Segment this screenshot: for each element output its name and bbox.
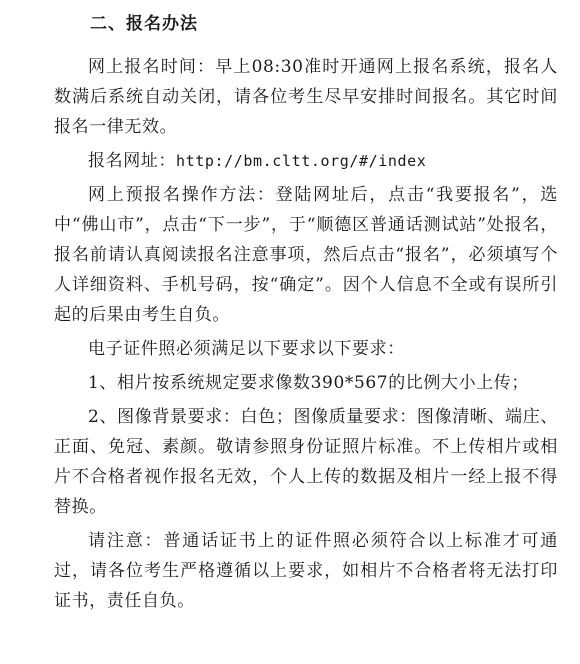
photo-requirements-intro: 电子证件照必须满足以下要求以下要求： — [88, 339, 405, 359]
photo-requirement-1: 1、相片按系统规定要求像数390*567的比例大小上传； — [88, 373, 530, 393]
registration-steps-paragraph: 网上预报名操作方法：登陆网址后，点击“我要报名”，选中“佛山市”，点击“下一步”，于“顺德区普通话测试站”处报名，报名前请认真阅读报名注意事项，然后点击“报名”，必须填写个人详细资料、手机号码，按“确定”。因个人信息不全或有误所引起的后果由考生自负。 — [54, 185, 558, 325]
url-label: 报名网址： — [88, 151, 176, 171]
photo-requirement-2: 2、图像背景要求：白色；图像质量要求：图像清晰、端庄、正面、免冠、素颜。敬请参照身份证照片标准。不上传相片或相片不合格者视作报名无效，个人上传的数据及相片一经上报不得替换。 — [54, 407, 558, 517]
registration-url-link[interactable]: http://bm.cltt.org/#/index — [176, 152, 427, 170]
section-heading: 二、报名办法 — [90, 14, 198, 34]
registration-url-paragraph — [54, 146, 558, 176]
notice-paragraph: 请注意：普通话证书上的证件照必须符合以上标准才可通过，请各位考生严格遵循以上要求，如相片不合格者将无法打印证书，责任自负。 — [54, 531, 558, 611]
registration-time-paragraph: 网上报名时间：早上08:30准时开通网上报名系统，报名人数满后系统自动关闭，请各位考生尽早安排时间报名。其它时间报名一律无效。 — [54, 57, 558, 137]
